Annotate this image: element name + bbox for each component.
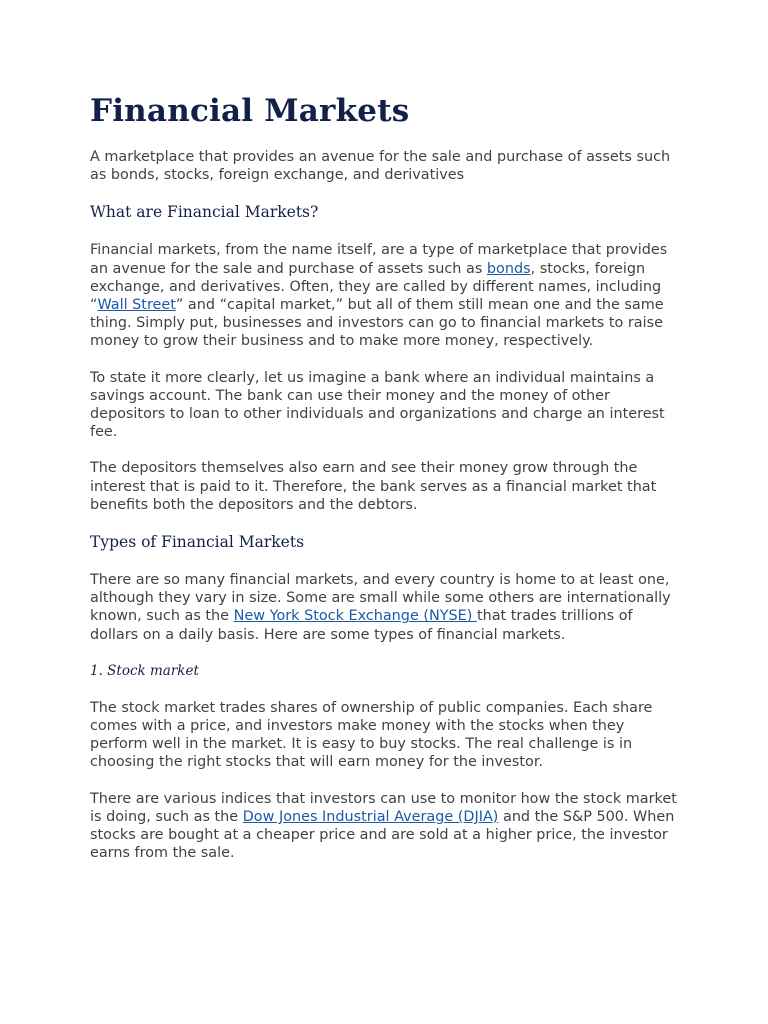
- text-span: , stocks, foreign exchange, and derivatives. Often, they are called by different names, including “: [90, 260, 662, 314]
- page-title: Financial Markets: [90, 93, 410, 129]
- text-span: There are various indices that investors can use to monitor how the stock market is doing, such as the: [90, 790, 677, 825]
- djia-link[interactable]: Dow Jones Industrial Average (DJIA): [242, 808, 499, 825]
- nyse-link[interactable]: New York Stock Exchange (NYSE): [233, 608, 477, 625]
- wall-street-link[interactable]: Wall Street: [97, 297, 176, 314]
- paragraph-definition: [90, 241, 680, 350]
- paragraph-stock-market: The stock market trades shares of ownership of public companies. Each share comes with a price, and investors make money with the stocks when they perform well in the market. It is easy to buy stocks. The real challenge is in choosing the right stocks that will earn money for the investor.: [90, 699, 653, 771]
- paragraph-depositors: The depositors themselves also earn and see their money grow through the interest that is paid to it. Therefore, the bank serves as a financial market that benefits both the depositors and the debtors.: [90, 460, 657, 513]
- text-span: Financial markets, from the name itself, are a type of marketplace that provides an avenue for the sale and purchase of assets such as: [90, 242, 668, 277]
- article-subtitle: A marketplace that provides an avenue for the sale and purchase of assets such as bonds, stocks, foreign exchange, and derivatives: [90, 149, 671, 184]
- paragraph-bank-example: To state it more clearly, let us imagine a bank where an individual maintains a savings account. The bank can use their money and the money of other depositors to loan to other individuals and organizations and charge an interest fee.: [90, 369, 665, 441]
- text-span: ” and “capital market,” but all of them still mean one and the same thing. Simply put, businesses and investors can go to financial markets to raise money to grow their business and to make more money, respectively.: [90, 297, 664, 350]
- bonds-link[interactable]: bonds: [486, 260, 531, 277]
- text-span: There are so many financial markets, and every country is home to at least one, although they vary in size. Some are small while some others are internationally known, such as the: [90, 572, 671, 625]
- paragraph-types-intro: [90, 571, 680, 644]
- subsection-heading-stock-market: 1. Stock market: [90, 662, 199, 679]
- article: [90, 92, 680, 862]
- section-heading-types: Types of Financial Markets: [90, 533, 305, 552]
- text-span: and the S&P 500. When stocks are bought at a cheaper price and are sold at a higher price, the investor earns from the sale.: [90, 808, 675, 862]
- text-span: that trades trillions of dollars on a daily basis. Here are some types of financial markets.: [90, 608, 633, 643]
- section-heading-what-are: What are Financial Markets?: [90, 203, 319, 222]
- paragraph-indices: [90, 790, 680, 863]
